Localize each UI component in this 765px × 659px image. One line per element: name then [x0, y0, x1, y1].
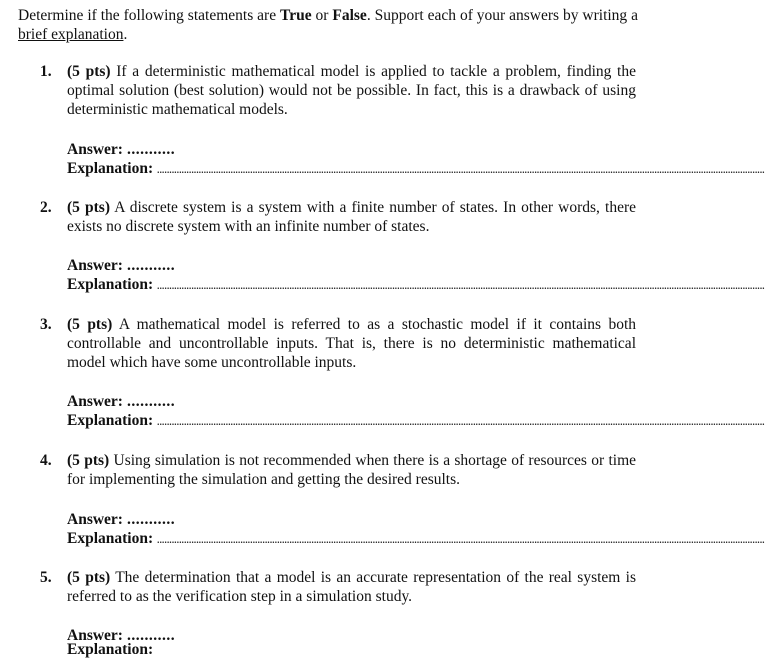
- or-word: or: [311, 7, 333, 24]
- question-5: [40, 568, 636, 606]
- explanation-label: Explanation:: [67, 160, 154, 177]
- instructions-text: Determine if the following statements are: [18, 7, 281, 24]
- question-number: 2.: [40, 199, 52, 216]
- explanation-label: Explanation:: [67, 641, 154, 658]
- answer-label: Answer:: [67, 257, 123, 274]
- question-points: (5 pts): [67, 316, 113, 333]
- answer-block-2: [67, 256, 765, 294]
- question-text: [67, 451, 636, 489]
- true-word: True: [280, 7, 312, 24]
- explanation-blank[interactable]: ........................................................................................................................................................................................................................................................: [157, 417, 765, 427]
- answer-blank[interactable]: ...........: [126, 257, 176, 274]
- question-3: [40, 315, 636, 372]
- question-number: 4.: [40, 452, 52, 469]
- answer-blank[interactable]: ...........: [126, 141, 176, 158]
- question-4: [40, 451, 636, 489]
- explanation-label-cut-off: [67, 640, 267, 658]
- answer-blank[interactable]: ...........: [126, 627, 176, 644]
- question-number: 3.: [40, 316, 52, 333]
- question-2: [40, 198, 636, 236]
- question-number: 5.: [40, 569, 52, 586]
- explanation-blank[interactable]: ........................................................................................................................................................................................................................................................: [157, 165, 765, 175]
- answer-label: Answer:: [67, 141, 123, 158]
- question-number: 1.: [40, 63, 52, 80]
- answer-block-3: [67, 392, 765, 430]
- question-points: (5 pts): [67, 452, 110, 469]
- question-statement: Using simulation is not recommended when there is a shortage of resources or time for implementing the simulation and getting the desired results.: [67, 452, 637, 488]
- answer-label: Answer:: [67, 627, 123, 644]
- brief-explanation-underlined: brief explanation: [18, 26, 124, 43]
- instructions-end: .: [123, 26, 128, 43]
- question-text: [67, 62, 636, 119]
- question-statement: If a deterministic mathematical model is applied to tackle a problem, finding the optimal solution (best solution) would not be possible. In fact, this is a drawback of using deterministic mathematical models.: [67, 63, 636, 118]
- explanation-label: Explanation:: [67, 276, 154, 293]
- question-points: (5 pts): [67, 569, 111, 586]
- false-word: False: [332, 7, 367, 24]
- answer-label: Answer:: [67, 511, 123, 528]
- answer-label: Answer:: [67, 393, 123, 410]
- answer-block-1: [67, 140, 765, 178]
- question-statement: A discrete system is a system with a finite number of states. In other words, there exists no discrete system with an infinite number of states.: [67, 199, 636, 235]
- question-points: (5 pts): [67, 63, 111, 80]
- answer-blank[interactable]: ...........: [126, 511, 176, 528]
- question-points: (5 pts): [67, 199, 110, 216]
- question-text: [67, 198, 636, 236]
- question-statement: A mathematical model is referred to as a stochastic model if it contains both controllable and uncontrollable inputs. That is, there is no deterministic mathematical model which have some uncontrollable inputs.: [67, 316, 637, 371]
- explanation-blank[interactable]: ........................................................................................................................................................................................................................................................: [157, 281, 765, 291]
- instructions-text-2: . Support each of your answers by writing a: [366, 7, 638, 24]
- instructions: [18, 6, 638, 44]
- answer-blank[interactable]: ...........: [126, 393, 176, 410]
- question-text: [67, 568, 636, 606]
- explanation-label: Explanation:: [67, 530, 154, 547]
- answer-block-4: [67, 510, 765, 548]
- explanation-blank[interactable]: ........................................................................................................................................................................................................................................................: [157, 535, 765, 545]
- question-statement: The determination that a model is an accurate representation of the real system is referred to as the verification step in a simulation study.: [67, 569, 636, 605]
- explanation-label: Explanation:: [67, 412, 154, 429]
- question-1: [40, 62, 636, 119]
- question-text: [67, 315, 636, 372]
